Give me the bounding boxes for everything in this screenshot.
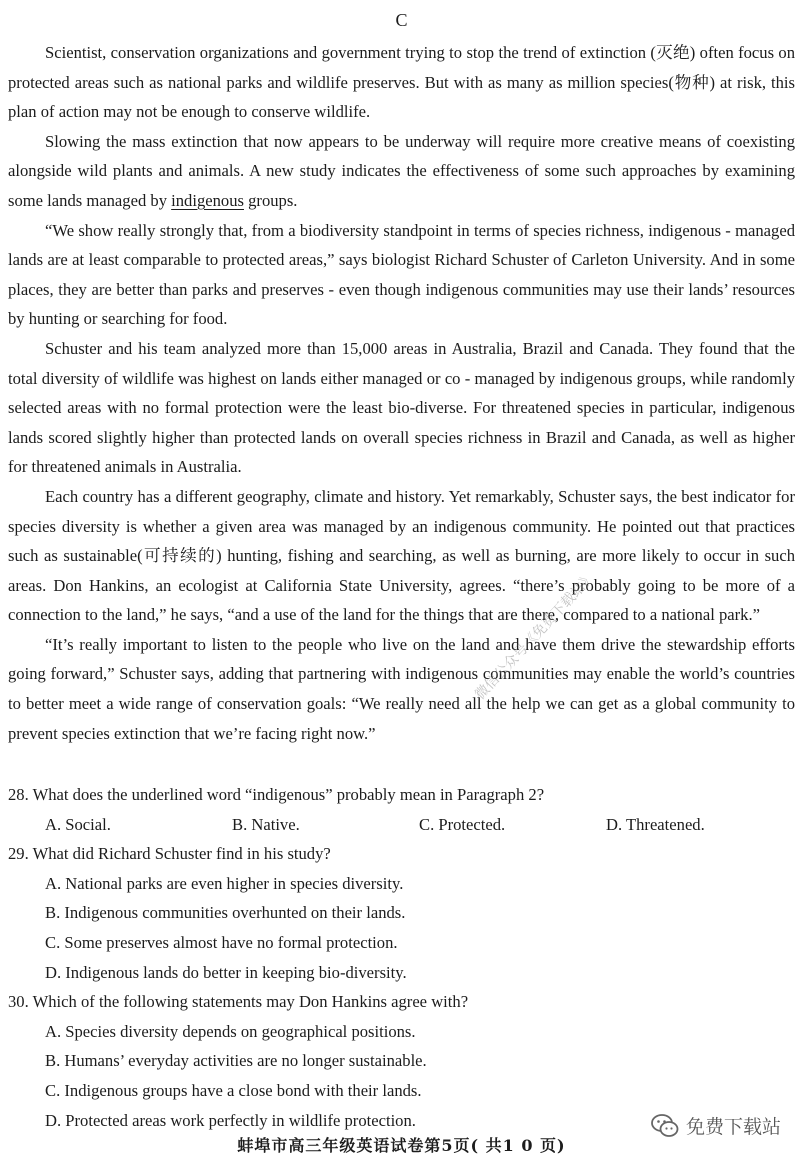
option-d: D. Protected areas work perfectly in wildlife protection.: [45, 1110, 416, 1130]
question-28: [8, 780, 795, 839]
option-a: A. Species diversity depends on geographical positions.: [45, 1021, 416, 1041]
question-stem: 29. What did Richard Schuster find in his study?: [8, 844, 331, 864]
option-b: B. Native.: [232, 814, 300, 834]
option-a: A. National parks are even higher in species diversity.: [45, 873, 404, 893]
paragraph-2-text-a: Slowing the mass extinction that now appears to be underway will require more creative means of coexisting alongside wild plants and animals. A new study indicates the effectiveness of some such approaches by examining some lands managed by: [8, 131, 795, 210]
paragraph-6: “It’s really important to listen to the people who live on the land and have them drive the stewardship efforts going forward,” Schuster says, adding that partnering with indigenous communities may enable the world’s countries to better meet a wide range of conservation goals: “We really need all the help we can get as a global community to prevent species extinction that we’re facing right now.”: [8, 634, 795, 743]
option-row: [8, 810, 795, 840]
watermark-text: 微信公众号《免费下载站》: [472, 569, 599, 703]
question-stem: 28. What does the underlined word “indigenous” probably mean in Paragraph 2?: [8, 785, 545, 804]
question-stem: 30. Which of the following statements may Don Hankins agree with?: [8, 992, 469, 1012]
question-list: [8, 780, 795, 1135]
brand-label: 免费下载站: [685, 1116, 781, 1138]
paragraph-4: Schuster and his team analyzed more than 15,000 areas in Australia, Brazil and Canada. They found that the total diversity of wildlife was highest on lands either managed or co - managed by indigenous groups, while randomly selected areas with no formal protection were the least bio-diverse. For threatened species in particular, indigenous lands scored slightly higher than protected lands on overall species richness in Brazil and Canada, as well as higher for threatened animals in Australia.: [8, 338, 795, 477]
option-c: C. Indigenous groups have a close bond with their lands.: [45, 1080, 422, 1100]
page-footer: 蚌埠市高三年级英语试卷第5页( 共1 0 页): [237, 1136, 566, 1155]
option-b: B. Indigenous communities overhunted on their lands.: [45, 903, 406, 923]
paragraph-2: [8, 127, 795, 216]
option-c: C. Protected.: [419, 814, 506, 834]
reading-passage: [8, 38, 795, 748]
underlined-word: indigenous: [171, 190, 244, 210]
option-b: B. Humans’ everyday activities are no longer sustainable.: [45, 1051, 427, 1071]
option-d: D. Threatened.: [606, 814, 705, 834]
paragraph-5: Each country has a different geography, climate and history. Yet remarkably, Schuster says, the best indicator for species diversity is whether a given area was managed by an indigenous community. He pointed out that practices such as sustainable(可持续的) hunting, fishing and searching, as well as burning, are more likely to occur in such areas. Don Hankins, an ecologist at California State University, agrees. “there’s probably going to be more of a connection to the land,” he says, “and a use of the land for the things that are there, compared to a national park.”: [8, 486, 795, 625]
paragraph-3: “We show really strongly that, from a biodiversity standpoint in terms of species richness, indigenous - managed lands are at least comparable to protected areas,” says biologist Richard Schuster of Carleton University. And in some places, they are better than parks and preserves - even though indigenous communities may use their lands’ resources by hunting or searching for food.: [8, 220, 795, 329]
option-c: C. Some preserves almost have no formal protection.: [45, 932, 398, 952]
section-letter: C: [395, 10, 408, 30]
option-a: A. Social.: [45, 814, 111, 834]
paragraph-2-text-b: groups.: [243, 190, 298, 210]
option-d: D. Indigenous lands do better in keeping bio-diversity.: [45, 962, 407, 982]
paragraph-1: Scientist, conservation organizations and government trying to stop the trend of extinction (灭绝) often focus on protected areas such as national parks and wildlife preserves. But with as many as million species(物种) at risk, this plan of action may not be enough to conserve wildlife.: [8, 43, 795, 122]
question-29: [8, 839, 795, 987]
